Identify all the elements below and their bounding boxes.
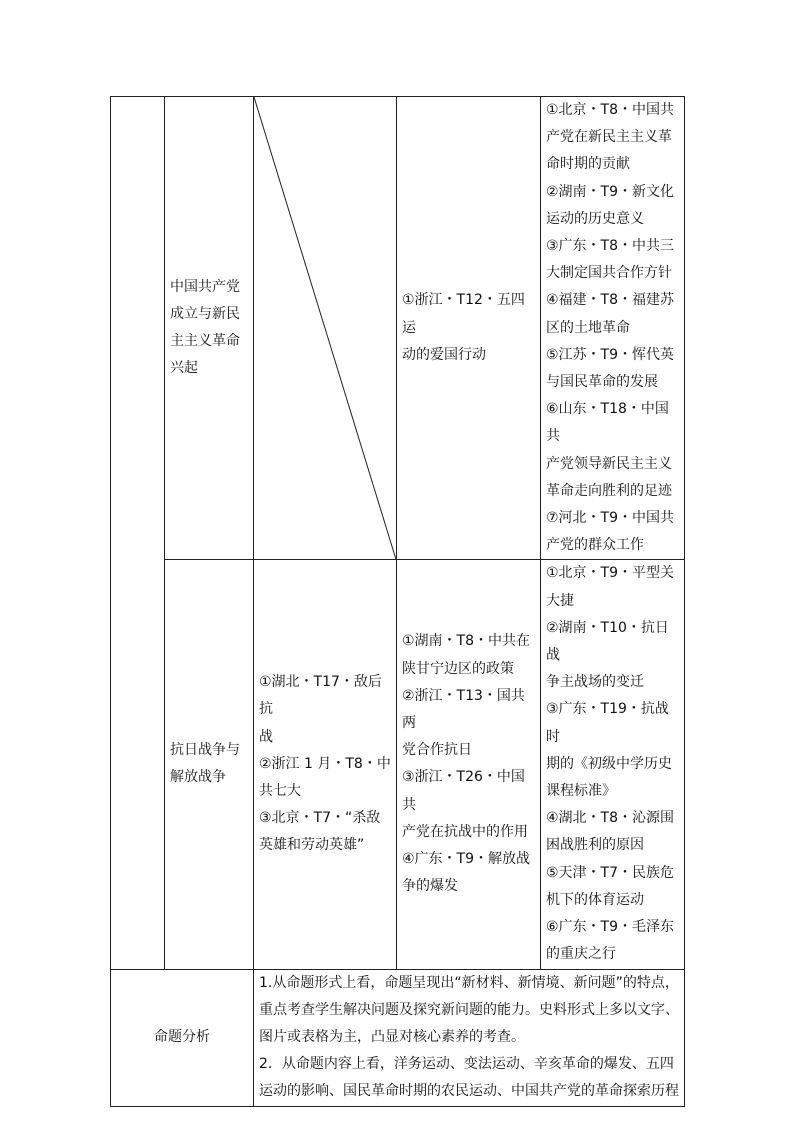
list-item: 课程标准》: [546, 783, 616, 800]
list-item: ①湖南・T8・中共在: [402, 633, 531, 650]
merged-first-column-cell: [111, 97, 165, 970]
list-cell: [397, 97, 541, 560]
topic-line: 成立与新民: [170, 306, 240, 323]
topic-line: 抗日战争与: [170, 742, 240, 759]
list-item: ②浙江・T13・国共两: [402, 687, 525, 732]
list-item: 产党在新民主主义革: [546, 129, 672, 146]
list-item: 争的爆发: [402, 878, 458, 895]
list-item: 党合作抗日: [402, 742, 472, 759]
list-item: ①浙江・T12・五四运: [402, 292, 525, 336]
list-cell: [254, 560, 397, 969]
list-item: ③浙江・T26・中国共: [402, 769, 525, 813]
list-item: 动的爱国行动: [402, 346, 486, 363]
list-item: 大制定国共合作方针: [546, 265, 672, 282]
topic-line: 兴起: [170, 360, 198, 377]
list-item: ②浙江 1 月・T8・中: [259, 755, 391, 772]
diagonal-line: [254, 97, 396, 559]
empty-diagonal-cell: [254, 97, 397, 560]
list-cell: [541, 560, 685, 969]
list-item: ①北京・T9・平型关: [546, 565, 675, 582]
analysis-label: 命题分析: [111, 969, 254, 1106]
list-cell: [541, 97, 685, 560]
list-item: 共七大: [259, 783, 301, 800]
list-item: ③广东・T19・抗战时: [546, 701, 669, 745]
list-item: 争主战场的变迁: [546, 674, 644, 691]
list-item: 困战胜利的原因: [546, 837, 644, 854]
list-item: ④湖北・T8・沁源围: [546, 810, 675, 827]
list-item: ③广东・T8・中共三: [546, 238, 675, 255]
list-item: ③北京・T7・“杀敌: [259, 810, 381, 827]
exam-analysis-table: [110, 96, 685, 1107]
list-item: 区的土地革命: [546, 319, 630, 336]
table-row: [111, 969, 685, 1106]
list-item: ⑥广东・T9・毛泽东: [546, 919, 675, 936]
list-item: ②湖南・T10・抗日战: [546, 619, 669, 664]
table-row: [111, 97, 685, 560]
list-item: 产党的群众工作: [546, 537, 644, 554]
list-item: 产党在抗战中的作用: [402, 823, 528, 840]
list-cell: [397, 560, 541, 969]
list-item: 革命走向胜利的足迹: [546, 482, 672, 499]
list-item: ⑤江苏・T9・恽代英: [546, 346, 675, 363]
analysis-paragraph: 1.从命题形式上看，命题呈现出“新材料、新情境、新问题”的特点，重点考查学生解决问题及探究新问题的能力。史料形式上多以文字、图片或表格为主，凸显对核心素养的考查。: [259, 974, 679, 1045]
list-item: ⑦河北・T9・中国共: [546, 510, 675, 527]
list-item: ①北京・T8・中国共: [546, 102, 675, 118]
list-item: 的重庆之行: [546, 946, 616, 963]
topic-cell: [165, 97, 254, 560]
analysis-text: [254, 969, 685, 1106]
list-item: 运动的历史意义: [546, 210, 644, 227]
list-item: 命时期的贡献: [546, 156, 630, 173]
list-item: 战: [259, 728, 273, 745]
list-item: 英雄和劳动英雄”: [259, 837, 365, 854]
list-item: ⑤天津・T7・民族危: [546, 864, 675, 881]
list-item: ④福建・T8・福建苏: [546, 292, 675, 309]
list-item: 机下的体育运动: [546, 891, 644, 908]
analysis-paragraph: 2．从命题内容上看，洋务运动、变法运动、辛亥革命的爆发、五四运动的影响、国民革命时期的农民运动、中国共产党的革命探索历程: [259, 1056, 679, 1100]
list-item: ⑥山东・T18・中国共: [546, 401, 669, 445]
list-item: 期的《初级中学历史: [546, 755, 672, 772]
table-row: [111, 560, 685, 969]
list-item: ①湖北・T17・敌后抗: [259, 674, 382, 718]
list-item: 陕甘宁边区的政策: [402, 660, 514, 677]
list-item: ④广东・T9・解放战: [402, 851, 531, 868]
topic-line: 中国共产党: [170, 278, 240, 295]
list-item: 与国民革命的发展: [546, 374, 658, 391]
topic-line: 解放战争: [170, 769, 226, 786]
topic-cell: [165, 560, 254, 969]
topic-line: 主主义革命: [170, 333, 240, 350]
list-item: 产党领导新民主主义: [546, 455, 672, 472]
list-item: ②湖南・T9・新文化: [546, 183, 675, 200]
list-item: 大捷: [546, 592, 574, 609]
